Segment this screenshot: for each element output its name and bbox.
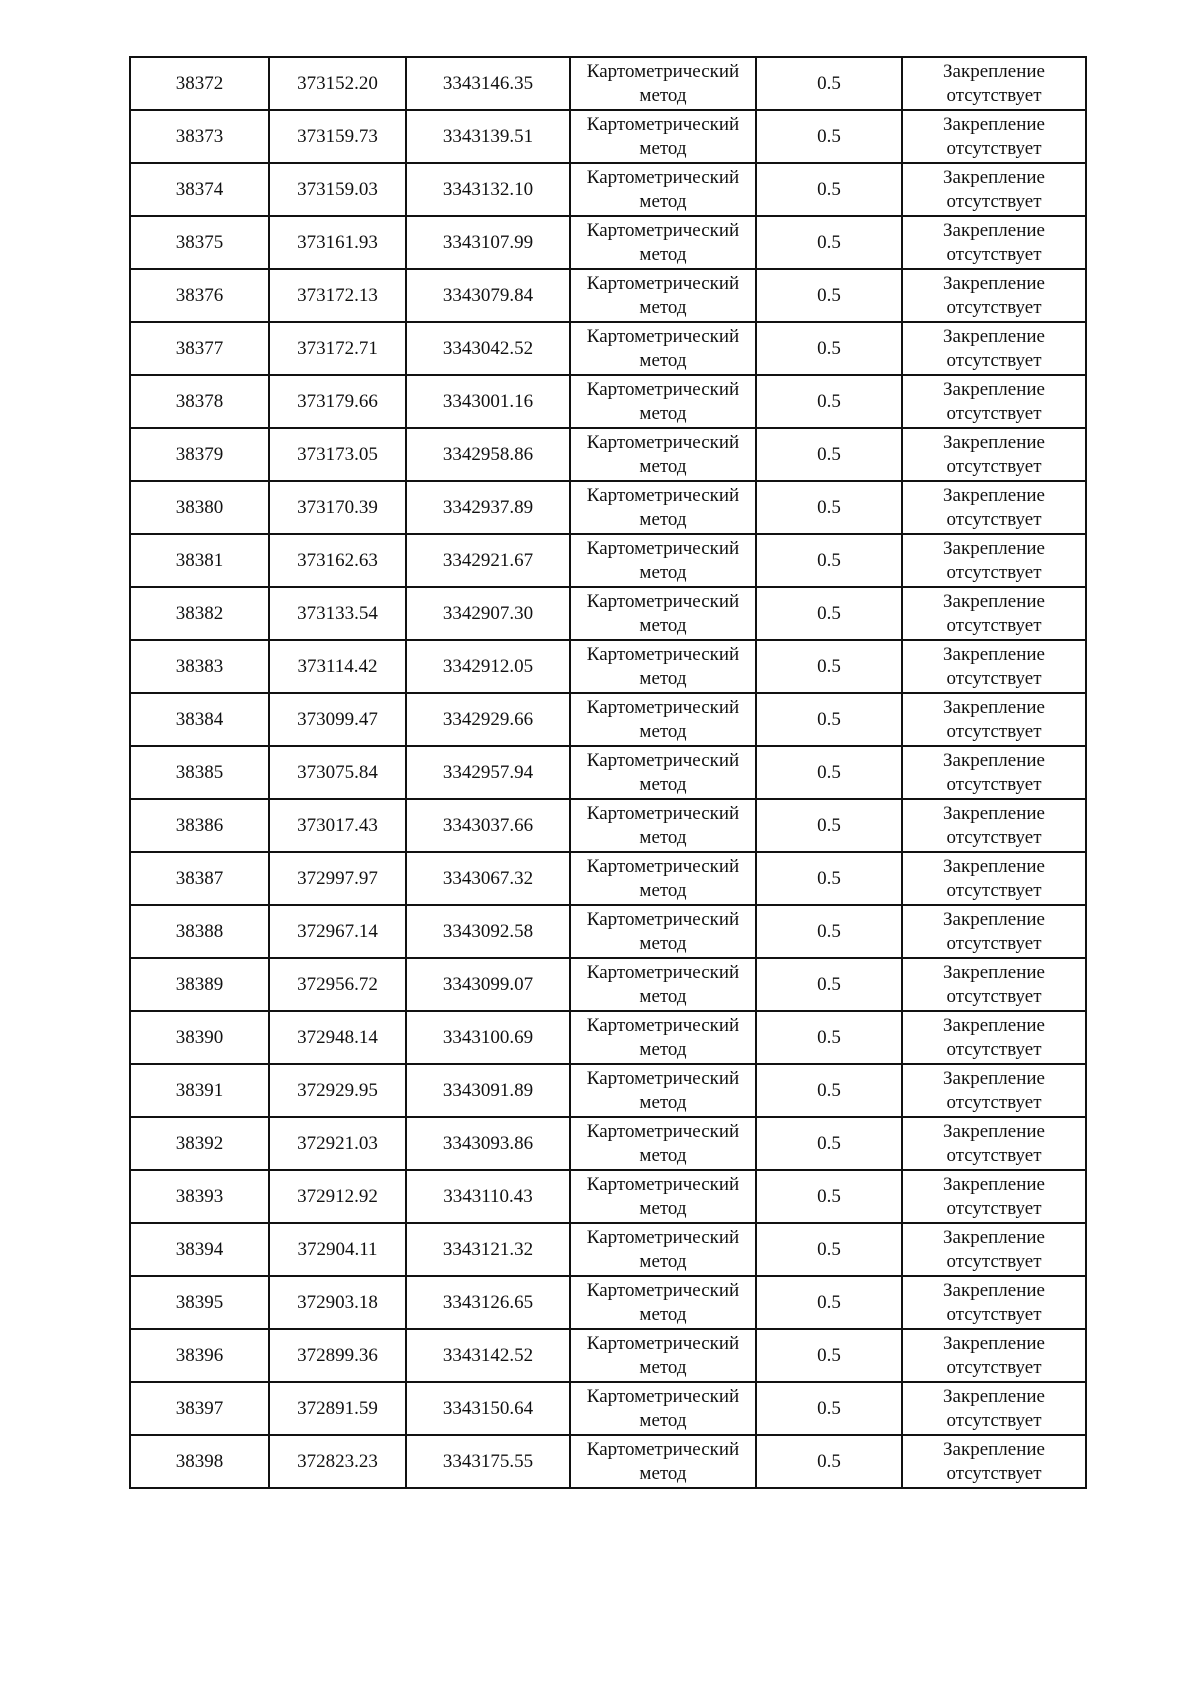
point-id-cell: 38388 [130, 905, 269, 958]
accuracy-cell: 0.5 [756, 1276, 902, 1329]
point-id-cell: 38397 [130, 1382, 269, 1435]
fixing-cell-line: Закрепление [943, 378, 1045, 400]
point-id-cell: 38386 [130, 799, 269, 852]
x-coordinate-cell: 373172.71 [269, 322, 406, 375]
table-row [130, 852, 1086, 905]
method-cell-line: метод [639, 508, 687, 530]
fixing-cell-line: отсутствует [946, 508, 1042, 530]
method-cell-line: Картометрический [586, 219, 740, 241]
method-cell [570, 269, 756, 322]
method-cell-line: Картометрический [586, 60, 740, 82]
fixing-cell-line: Закрепление [943, 272, 1045, 294]
table-row [130, 1382, 1086, 1435]
accuracy-cell: 0.5 [756, 1223, 902, 1276]
fixing-cell-line: отсутствует [946, 243, 1042, 265]
method-cell-line: Картометрический [586, 1067, 740, 1089]
table-row [130, 163, 1086, 216]
fixing-cell-line: отсутствует [946, 137, 1042, 159]
method-cell [570, 163, 756, 216]
y-coordinate-cell: 3343142.52 [406, 1329, 570, 1382]
method-cell-line: Картометрический [586, 166, 740, 188]
point-id-cell: 38372 [130, 57, 269, 110]
method-cell-line: Картометрический [586, 378, 740, 400]
fixing-cell [902, 1329, 1086, 1382]
fixing-cell-line: Закрепление [943, 1067, 1045, 1089]
fixing-cell-line: отсутствует [946, 1091, 1042, 1113]
x-coordinate-cell: 372899.36 [269, 1329, 406, 1382]
method-cell [570, 110, 756, 163]
x-coordinate-cell: 372903.18 [269, 1276, 406, 1329]
method-cell-line: Картометрический [586, 1279, 740, 1301]
y-coordinate-cell: 3343067.32 [406, 852, 570, 905]
method-cell-line: Картометрический [586, 325, 740, 347]
accuracy-cell: 0.5 [756, 905, 902, 958]
y-coordinate-cell: 3342958.86 [406, 428, 570, 481]
method-cell [570, 1064, 756, 1117]
fixing-cell [902, 1170, 1086, 1223]
x-coordinate-cell: 373133.54 [269, 587, 406, 640]
accuracy-cell: 0.5 [756, 587, 902, 640]
method-cell-line: Картометрический [586, 1014, 740, 1036]
fixing-cell [902, 428, 1086, 481]
accuracy-cell: 0.5 [756, 1117, 902, 1170]
fixing-cell-line: Закрепление [943, 961, 1045, 983]
point-id-cell: 38373 [130, 110, 269, 163]
fixing-cell [902, 163, 1086, 216]
x-coordinate-cell: 373159.73 [269, 110, 406, 163]
fixing-cell-line: Закрепление [943, 1385, 1045, 1407]
table-row [130, 322, 1086, 375]
fixing-cell [902, 375, 1086, 428]
table-row [130, 1064, 1086, 1117]
point-id-cell: 38392 [130, 1117, 269, 1170]
fixing-cell [902, 852, 1086, 905]
x-coordinate-cell: 373152.20 [269, 57, 406, 110]
fixing-cell-line: Закрепление [943, 590, 1045, 612]
fixing-cell-line: отсутствует [946, 1409, 1042, 1431]
method-cell-line: Картометрический [586, 855, 740, 877]
accuracy-cell: 0.5 [756, 640, 902, 693]
fixing-cell [902, 958, 1086, 1011]
method-cell-line: метод [639, 985, 687, 1007]
method-cell-line: Картометрический [586, 1120, 740, 1142]
point-id-cell: 38374 [130, 163, 269, 216]
method-cell-line: метод [639, 1462, 687, 1484]
method-cell [570, 640, 756, 693]
method-cell-line: метод [639, 826, 687, 848]
table-row [130, 1117, 1086, 1170]
accuracy-cell: 0.5 [756, 375, 902, 428]
x-coordinate-cell: 373161.93 [269, 216, 406, 269]
fixing-cell [902, 110, 1086, 163]
method-cell [570, 216, 756, 269]
method-cell-line: метод [639, 1091, 687, 1113]
fixing-cell [902, 57, 1086, 110]
fixing-cell-line: отсутствует [946, 1303, 1042, 1325]
method-cell [570, 322, 756, 375]
y-coordinate-cell: 3343146.35 [406, 57, 570, 110]
method-cell [570, 587, 756, 640]
method-cell-line: метод [639, 402, 687, 424]
x-coordinate-cell: 372912.92 [269, 1170, 406, 1223]
fixing-cell [902, 640, 1086, 693]
fixing-cell-line: отсутствует [946, 1356, 1042, 1378]
accuracy-cell: 0.5 [756, 958, 902, 1011]
table-row [130, 269, 1086, 322]
method-cell-line: метод [639, 1038, 687, 1060]
accuracy-cell: 0.5 [756, 269, 902, 322]
accuracy-cell: 0.5 [756, 163, 902, 216]
point-id-cell: 38379 [130, 428, 269, 481]
y-coordinate-cell: 3343150.64 [406, 1382, 570, 1435]
fixing-cell-line: Закрепление [943, 113, 1045, 135]
x-coordinate-cell: 372904.11 [269, 1223, 406, 1276]
accuracy-cell: 0.5 [756, 534, 902, 587]
fixing-cell [902, 322, 1086, 375]
method-cell [570, 1011, 756, 1064]
x-coordinate-cell: 373017.43 [269, 799, 406, 852]
fixing-cell [902, 587, 1086, 640]
method-cell [570, 57, 756, 110]
fixing-cell [902, 1064, 1086, 1117]
point-id-cell: 38383 [130, 640, 269, 693]
fixing-cell-line: Закрепление [943, 643, 1045, 665]
table-row [130, 1435, 1086, 1488]
x-coordinate-cell: 372891.59 [269, 1382, 406, 1435]
x-coordinate-cell: 372948.14 [269, 1011, 406, 1064]
fixing-cell [902, 1276, 1086, 1329]
fixing-cell-line: Закрепление [943, 1226, 1045, 1248]
y-coordinate-cell: 3343099.07 [406, 958, 570, 1011]
x-coordinate-cell: 372823.23 [269, 1435, 406, 1488]
fixing-cell-line: Закрепление [943, 1173, 1045, 1195]
point-id-cell: 38380 [130, 481, 269, 534]
method-cell-line: метод [639, 137, 687, 159]
method-cell-line: Картометрический [586, 590, 740, 612]
y-coordinate-cell: 3342921.67 [406, 534, 570, 587]
y-coordinate-cell: 3343121.32 [406, 1223, 570, 1276]
method-cell-line: метод [639, 1303, 687, 1325]
point-id-cell: 38387 [130, 852, 269, 905]
y-coordinate-cell: 3343126.65 [406, 1276, 570, 1329]
point-id-cell: 38390 [130, 1011, 269, 1064]
method-cell-line: метод [639, 879, 687, 901]
table-row [130, 481, 1086, 534]
method-cell-line: Картометрический [586, 749, 740, 771]
fixing-cell [902, 1382, 1086, 1435]
table-row [130, 1223, 1086, 1276]
accuracy-cell: 0.5 [756, 1382, 902, 1435]
fixing-cell-line: Закрепление [943, 166, 1045, 188]
x-coordinate-cell: 373162.63 [269, 534, 406, 587]
table-row [130, 799, 1086, 852]
fixing-cell-line: отсутствует [946, 1462, 1042, 1484]
point-id-cell: 38378 [130, 375, 269, 428]
fixing-cell [902, 799, 1086, 852]
method-cell [570, 1382, 756, 1435]
y-coordinate-cell: 3343037.66 [406, 799, 570, 852]
method-cell-line: Картометрический [586, 908, 740, 930]
table-row [130, 693, 1086, 746]
fixing-cell [902, 481, 1086, 534]
fixing-cell-line: Закрепление [943, 1438, 1045, 1460]
method-cell [570, 746, 756, 799]
accuracy-cell: 0.5 [756, 322, 902, 375]
method-cell [570, 799, 756, 852]
point-id-cell: 38385 [130, 746, 269, 799]
method-cell [570, 1170, 756, 1223]
method-cell-line: Картометрический [586, 113, 740, 135]
table-row [130, 905, 1086, 958]
fixing-cell [902, 1223, 1086, 1276]
fixing-cell-line: отсутствует [946, 773, 1042, 795]
coordinates-table-body [130, 57, 1086, 1488]
fixing-cell-line: отсутствует [946, 826, 1042, 848]
y-coordinate-cell: 3342929.66 [406, 693, 570, 746]
point-id-cell: 38395 [130, 1276, 269, 1329]
fixing-cell-line: Закрепление [943, 537, 1045, 559]
method-cell-line: метод [639, 667, 687, 689]
fixing-cell-line: отсутствует [946, 1144, 1042, 1166]
y-coordinate-cell: 3343092.58 [406, 905, 570, 958]
fixing-cell-line: Закрепление [943, 431, 1045, 453]
method-cell-line: Картометрический [586, 1173, 740, 1195]
method-cell-line: метод [639, 455, 687, 477]
fixing-cell [902, 269, 1086, 322]
table-row [130, 1011, 1086, 1064]
point-id-cell: 38393 [130, 1170, 269, 1223]
accuracy-cell: 0.5 [756, 799, 902, 852]
method-cell-line: метод [639, 84, 687, 106]
x-coordinate-cell: 372967.14 [269, 905, 406, 958]
accuracy-cell: 0.5 [756, 481, 902, 534]
method-cell [570, 852, 756, 905]
accuracy-cell: 0.5 [756, 1011, 902, 1064]
point-id-cell: 38391 [130, 1064, 269, 1117]
point-id-cell: 38396 [130, 1329, 269, 1382]
fixing-cell-line: Закрепление [943, 749, 1045, 771]
fixing-cell [902, 746, 1086, 799]
fixing-cell-line: отсутствует [946, 879, 1042, 901]
y-coordinate-cell: 3343107.99 [406, 216, 570, 269]
x-coordinate-cell: 372929.95 [269, 1064, 406, 1117]
point-id-cell: 38389 [130, 958, 269, 1011]
method-cell-line: Картометрический [586, 272, 740, 294]
fixing-cell-line: отсутствует [946, 932, 1042, 954]
method-cell-line: метод [639, 296, 687, 318]
y-coordinate-cell: 3343093.86 [406, 1117, 570, 1170]
point-id-cell: 38384 [130, 693, 269, 746]
fixing-cell [902, 534, 1086, 587]
method-cell-line: метод [639, 1409, 687, 1431]
fixing-cell-line: Закрепление [943, 1279, 1045, 1301]
fixing-cell-line: отсутствует [946, 349, 1042, 371]
y-coordinate-cell: 3343001.16 [406, 375, 570, 428]
point-id-cell: 38375 [130, 216, 269, 269]
table-row [130, 958, 1086, 1011]
method-cell [570, 1223, 756, 1276]
fixing-cell-line: Закрепление [943, 325, 1045, 347]
method-cell-line: Картометрический [586, 643, 740, 665]
y-coordinate-cell: 3343139.51 [406, 110, 570, 163]
method-cell [570, 534, 756, 587]
accuracy-cell: 0.5 [756, 216, 902, 269]
x-coordinate-cell: 373172.13 [269, 269, 406, 322]
y-coordinate-cell: 3343042.52 [406, 322, 570, 375]
table-row [130, 1276, 1086, 1329]
fixing-cell-line: отсутствует [946, 190, 1042, 212]
x-coordinate-cell: 373170.39 [269, 481, 406, 534]
point-id-cell: 38398 [130, 1435, 269, 1488]
fixing-cell-line: Закрепление [943, 1014, 1045, 1036]
method-cell-line: Картометрический [586, 537, 740, 559]
y-coordinate-cell: 3342957.94 [406, 746, 570, 799]
method-cell [570, 1117, 756, 1170]
fixing-cell-line: отсутствует [946, 455, 1042, 477]
x-coordinate-cell: 372956.72 [269, 958, 406, 1011]
fixing-cell-line: Закрепление [943, 219, 1045, 241]
method-cell-line: метод [639, 243, 687, 265]
accuracy-cell: 0.5 [756, 428, 902, 481]
fixing-cell [902, 216, 1086, 269]
accuracy-cell: 0.5 [756, 1435, 902, 1488]
method-cell-line: метод [639, 349, 687, 371]
x-coordinate-cell: 372997.97 [269, 852, 406, 905]
y-coordinate-cell: 3343110.43 [406, 1170, 570, 1223]
fixing-cell [902, 1435, 1086, 1488]
table-row [130, 110, 1086, 163]
fixing-cell-line: Закрепление [943, 908, 1045, 930]
accuracy-cell: 0.5 [756, 57, 902, 110]
point-id-cell: 38377 [130, 322, 269, 375]
method-cell-line: метод [639, 1197, 687, 1219]
method-cell-line: метод [639, 614, 687, 636]
method-cell-line: Картометрический [586, 431, 740, 453]
fixing-cell-line: отсутствует [946, 1250, 1042, 1272]
fixing-cell-line: отсутствует [946, 667, 1042, 689]
fixing-cell-line: отсутствует [946, 402, 1042, 424]
fixing-cell-line: отсутствует [946, 985, 1042, 1007]
y-coordinate-cell: 3343132.10 [406, 163, 570, 216]
fixing-cell-line: отсутствует [946, 296, 1042, 318]
y-coordinate-cell: 3343091.89 [406, 1064, 570, 1117]
y-coordinate-cell: 3342912.05 [406, 640, 570, 693]
method-cell [570, 693, 756, 746]
table-row [130, 375, 1086, 428]
y-coordinate-cell: 3342937.89 [406, 481, 570, 534]
method-cell-line: метод [639, 773, 687, 795]
table-row [130, 640, 1086, 693]
method-cell-line: Картометрический [586, 1385, 740, 1407]
method-cell-line: Картометрический [586, 1226, 740, 1248]
point-id-cell: 38376 [130, 269, 269, 322]
y-coordinate-cell: 3343100.69 [406, 1011, 570, 1064]
method-cell [570, 481, 756, 534]
fixing-cell-line: Закрепление [943, 855, 1045, 877]
y-coordinate-cell: 3343175.55 [406, 1435, 570, 1488]
method-cell-line: Картометрический [586, 484, 740, 506]
fixing-cell-line: Закрепление [943, 802, 1045, 824]
fixing-cell-line: отсутствует [946, 84, 1042, 106]
table-row [130, 746, 1086, 799]
table-row [130, 428, 1086, 481]
y-coordinate-cell: 3342907.30 [406, 587, 570, 640]
method-cell [570, 375, 756, 428]
x-coordinate-cell: 373159.03 [269, 163, 406, 216]
fixing-cell-line: отсутствует [946, 1197, 1042, 1219]
fixing-cell-line: отсутствует [946, 561, 1042, 583]
accuracy-cell: 0.5 [756, 1064, 902, 1117]
table-row [130, 1170, 1086, 1223]
x-coordinate-cell: 373114.42 [269, 640, 406, 693]
table-row [130, 534, 1086, 587]
method-cell-line: Картометрический [586, 1438, 740, 1460]
fixing-cell-line: Закрепление [943, 1120, 1045, 1142]
accuracy-cell: 0.5 [756, 693, 902, 746]
method-cell-line: метод [639, 561, 687, 583]
method-cell [570, 1276, 756, 1329]
accuracy-cell: 0.5 [756, 110, 902, 163]
fixing-cell [902, 693, 1086, 746]
table-row [130, 1329, 1086, 1382]
accuracy-cell: 0.5 [756, 746, 902, 799]
method-cell [570, 1329, 756, 1382]
accuracy-cell: 0.5 [756, 1329, 902, 1382]
fixing-cell [902, 1011, 1086, 1064]
method-cell-line: метод [639, 932, 687, 954]
method-cell-line: Картометрический [586, 961, 740, 983]
method-cell [570, 1435, 756, 1488]
fixing-cell-line: Закрепление [943, 60, 1045, 82]
method-cell-line: метод [639, 1144, 687, 1166]
method-cell [570, 428, 756, 481]
method-cell [570, 958, 756, 1011]
method-cell-line: метод [639, 190, 687, 212]
table-row [130, 587, 1086, 640]
fixing-cell-line: отсутствует [946, 720, 1042, 742]
x-coordinate-cell: 373099.47 [269, 693, 406, 746]
method-cell-line: Картометрический [586, 696, 740, 718]
point-id-cell: 38394 [130, 1223, 269, 1276]
fixing-cell-line: отсутствует [946, 614, 1042, 636]
method-cell-line: метод [639, 1250, 687, 1272]
table-row [130, 216, 1086, 269]
fixing-cell-line: отсутствует [946, 1038, 1042, 1060]
method-cell-line: метод [639, 720, 687, 742]
y-coordinate-cell: 3343079.84 [406, 269, 570, 322]
method-cell-line: метод [639, 1356, 687, 1378]
method-cell [570, 905, 756, 958]
x-coordinate-cell: 373075.84 [269, 746, 406, 799]
fixing-cell-line: Закрепление [943, 1332, 1045, 1354]
fixing-cell [902, 905, 1086, 958]
fixing-cell-line: Закрепление [943, 484, 1045, 506]
point-id-cell: 38381 [130, 534, 269, 587]
coordinates-table [129, 56, 1087, 1489]
x-coordinate-cell: 372921.03 [269, 1117, 406, 1170]
fixing-cell [902, 1117, 1086, 1170]
fixing-cell-line: Закрепление [943, 696, 1045, 718]
x-coordinate-cell: 373179.66 [269, 375, 406, 428]
x-coordinate-cell: 373173.05 [269, 428, 406, 481]
point-id-cell: 38382 [130, 587, 269, 640]
method-cell-line: Картометрический [586, 802, 740, 824]
method-cell-line: Картометрический [586, 1332, 740, 1354]
accuracy-cell: 0.5 [756, 1170, 902, 1223]
table-row [130, 57, 1086, 110]
accuracy-cell: 0.5 [756, 852, 902, 905]
